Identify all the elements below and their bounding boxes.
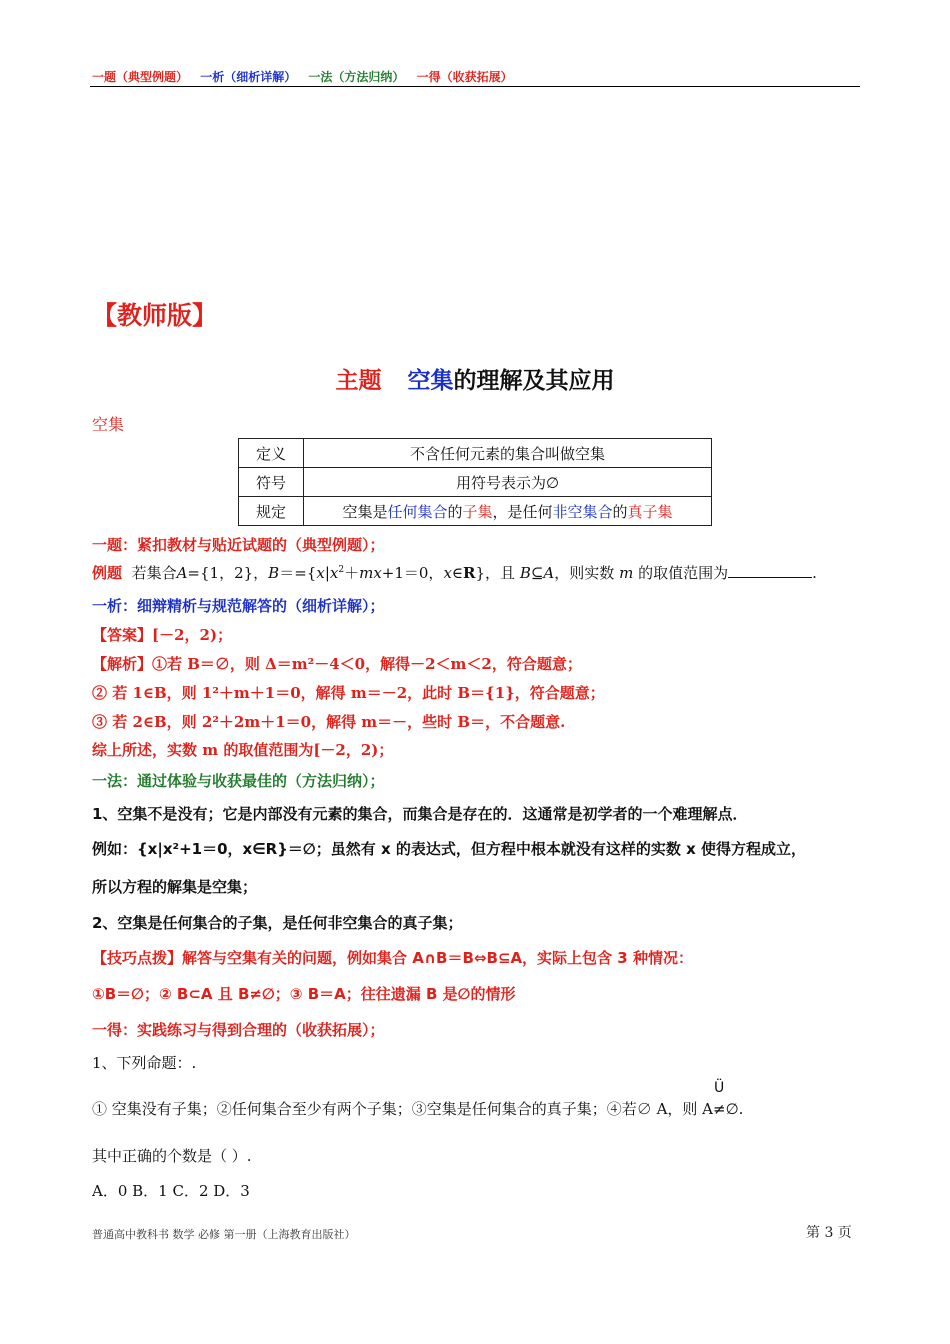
- rule-part: 的: [447, 502, 463, 521]
- analysis-line-4: 综上所述，实数 m 的取值范围为[－2，2)；: [92, 741, 394, 759]
- table-key: 符号: [239, 468, 304, 497]
- teacher-version-label: 【教师版】: [92, 301, 218, 330]
- answer-label: 【答案】: [92, 626, 153, 644]
- analysis-line-1: [92, 653, 582, 674]
- exercise-question-1: 1、下列命题：.: [92, 1054, 197, 1072]
- tip-line-1: 【技巧点拨】解答与空集有关的问题，例如集合 A∩B＝B⇔B⊆A，实际上包含 3 种情况：: [92, 949, 693, 967]
- table-key: 规定: [239, 497, 304, 526]
- footer-book-title: 普通高中教科书 数学 必修 第一册（上海教育出版社）: [92, 1228, 356, 1241]
- section-label: 空集: [92, 415, 125, 434]
- rule-part: 任何集合: [387, 502, 448, 521]
- exercise-statements: [92, 1098, 743, 1119]
- page-header: [92, 68, 521, 85]
- analysis-text: ①若 B＝∅，则 Δ＝m²－4＜0，解得－2＜m＜2，符合题意；: [152, 655, 582, 673]
- example-text: ⊆: [530, 564, 544, 582]
- answer-line: [92, 624, 232, 645]
- yiti-heading: 一题：紧扣教材与贴近试题的（典型例题）；: [92, 536, 385, 554]
- topic-title: [0, 362, 950, 395]
- example-text: ∈: [451, 564, 464, 582]
- rule-part: 子集: [462, 502, 493, 521]
- statements-text: ① 空集没有子集；②任何集合至少有两个子集；③空集是任何集合的真子集；④若∅: [92, 1100, 652, 1118]
- method-point-2: 2、空集是任何集合的子集，是任何非空集合的真子集；: [92, 914, 463, 932]
- topic-prefix: 主题: [335, 368, 382, 394]
- footer-page-number: 第 3 页: [806, 1225, 852, 1241]
- table-row: [239, 497, 712, 526]
- rule-part: 的: [612, 502, 628, 521]
- answer-blank: [728, 563, 812, 578]
- yifa-heading: 一法：通过体验与收获最佳的（方法归纳）；: [92, 772, 385, 790]
- method-example-1: 例如：{x|x²+1＝0，x∈R}＝∅；虽然有 x 的表达式，但方程中根本就没有这样的实数 x 使得方程成立，: [92, 840, 806, 858]
- example-text: .: [812, 564, 817, 582]
- subset-mark: Ü: [714, 1080, 725, 1096]
- yixi-heading: 一析：细辩精析与规范解答的（细析详解）；: [92, 597, 385, 615]
- example-text: ，则实数: [554, 564, 615, 582]
- table-row: [239, 468, 712, 497]
- method-example-2: 所以方程的解集是空集；: [92, 878, 258, 896]
- topic-highlight: 空集: [407, 368, 454, 394]
- topic-rest: 的理解及其应用: [453, 368, 615, 394]
- table-key: 定义: [239, 439, 304, 468]
- table-value-rule: [304, 497, 712, 526]
- table-row: [239, 439, 712, 468]
- analysis-line-2: ② 若 1∈B，则 1²＋m＋1＝0，解得 m＝－2，此时 B＝{1}，符合题意；: [92, 684, 605, 702]
- example-text: +1＝0，: [381, 564, 444, 582]
- header-item-yiti: 一题（典型例题）: [92, 70, 189, 84]
- example-line: 例题 若集合A={1，2}，$B==\{x|x^2+mx+1=0$，x∈R}，且 B⊆A，则实数 m 的取值范围为 .: [92, 564, 817, 582]
- statements-tail: A，则 A≠∅.: [656, 1100, 744, 1118]
- example-text: ={: [294, 564, 317, 582]
- header-rule: [90, 86, 860, 87]
- analysis-line-3: ③ 若 2∈B，则 2²＋2m＋1＝0，解得 m＝－，些时 B＝，不合题意.: [92, 713, 566, 731]
- answer-value: [－2，2)；: [152, 626, 233, 644]
- analysis-label: 【解析】: [92, 655, 153, 673]
- header-item-yixi: 一析（细析详解）: [200, 70, 297, 84]
- exercise-ask: 其中正确的个数是（ ）.: [92, 1147, 252, 1165]
- rule-part: ，是任何: [492, 502, 553, 521]
- example-label: 例题: [92, 564, 123, 582]
- yide-heading: 一得：实践练习与得到合理的（收获拓展）；: [92, 1021, 385, 1039]
- rule-part: 真子集: [627, 502, 673, 521]
- tip-line-2: ①B＝∅；② B⊂A 且 B≠∅；③ B＝A；往往遗漏 B 是∅的情形: [92, 985, 516, 1003]
- exercise-options: A．0 B．1 C．2 D．3: [92, 1182, 250, 1200]
- rule-part: 非空集合: [552, 502, 613, 521]
- table-value: 不含任何元素的集合叫做空集: [304, 439, 712, 468]
- table-value: 用符号表示为∅: [304, 468, 712, 497]
- example-text: 若集合: [131, 564, 177, 582]
- definition-table: [238, 438, 712, 526]
- rule-part: 空集是: [342, 502, 388, 521]
- example-text: 的取值范围为: [638, 564, 729, 582]
- example-text: }，且: [475, 564, 516, 582]
- method-point-1: 1、空集不是没有；它是内部没有元素的集合，而集合是存在的．这通常是初学者的一个难理解点．: [92, 805, 748, 823]
- header-item-yifa: 一法（方法归纳）: [308, 70, 405, 84]
- header-item-yide: 一得（收获拓展）: [416, 70, 513, 84]
- example-text: ={1，2}，: [187, 564, 269, 582]
